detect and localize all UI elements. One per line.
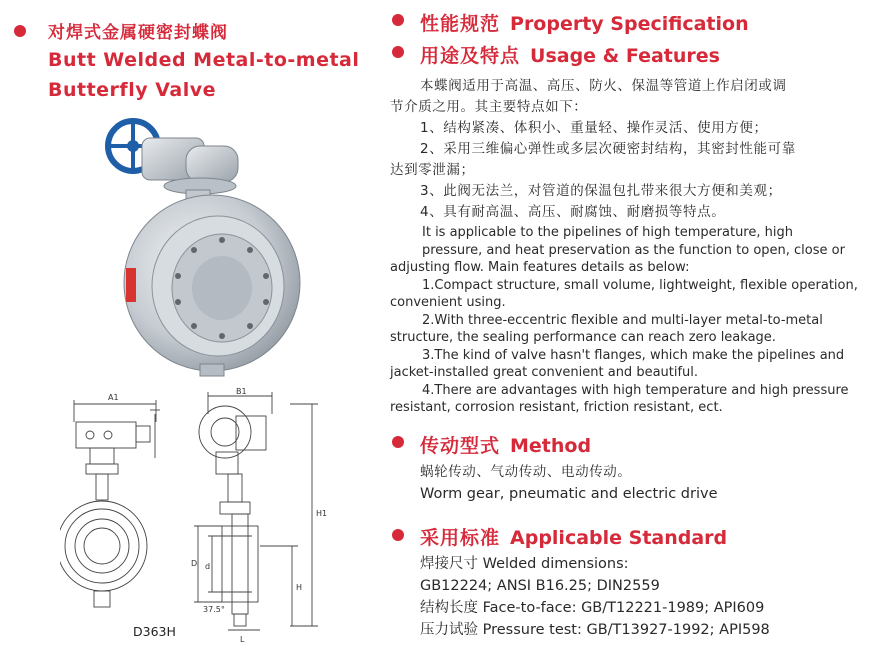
usage-cn-line: 本蝶阀适用于高温、高压、防火、保温等管道上作启闭或调 [420,78,787,94]
property-heading-en: Property Specification [510,13,749,35]
usage-heading-cn: 用途及特点 [420,45,521,67]
standard-heading [420,523,727,550]
usage-cn-paragraph [390,76,850,223]
method-heading [420,431,591,458]
standard-line: 压力试验 Pressure test: GB/T13927-1992; API598 [420,622,770,638]
product-title-en [48,45,359,105]
usage-bullet-icon [392,46,404,58]
dim-h-label: H [296,583,303,592]
standard-line: GB12224; ANSI B16.25; DIN2559 [420,578,660,594]
standard-line: 结构长度 Face-to-face: GB/T12221-1989; API609 [420,600,765,616]
standard-heading-en: Applicable Standard [510,527,728,549]
standard-line: 焊接尺寸 Welded dimensions: [420,556,629,572]
dim-b1-label: B1 [236,387,247,396]
usage-cn-line: 3、此阀无法兰，对管道的保温包扎带来很大方便和美观； [420,183,782,199]
usage-en-line: 1.Compact structure, small volume, lightweight, flexible operation, [422,277,858,293]
title-bullet-icon [14,25,26,37]
usage-en-line: convenient using. [390,295,506,310]
dim-l-label: L [240,635,245,644]
usage-en-line: jacket-installed great convenient and beautiful. [390,365,699,380]
standard-heading-cn: 采用标准 [420,527,501,549]
standard-bullet-icon [392,529,404,541]
usage-cn-line: 2、采用三维偏心弹性或多层次硬密封结构，其密封性能可靠 [420,141,796,157]
usage-en-line: resistant, corrosion resistant, friction resistant, ect. [390,400,723,415]
dim-d-lower-label: d [205,562,211,571]
usage-cn-line: 节介质之用。其主要特点如下： [390,99,588,115]
property-bullet-icon [392,14,404,26]
property-heading [420,9,749,36]
usage-en-line: pressure, and heat preservation as the function to open, close or [422,242,845,258]
usage-en-line: structure, the sealing performance can reach zero leakage. [390,330,776,345]
method-line-en: Worm gear, pneumatic and electric drive [420,486,718,502]
usage-heading [420,41,720,68]
method-heading-cn: 传动型式 [420,435,501,457]
product-title-en-line2: Butterfly Valve [48,79,216,101]
property-heading-cn: 性能规范 [420,13,501,35]
dimension-drawing [60,386,335,651]
method-line-cn: 蜗轮传动、气动传动、电动传动。 [420,464,632,480]
usage-en-line: 3.The kind of valve hasn't flanges, which make the pipelines and [422,347,845,363]
product-title-cn: 对焊式金属硬密封蝶阀 [48,23,228,43]
usage-en-line: It is applicable to the pipelines of high temperature, high [422,225,793,240]
model-label: D363H [133,624,176,639]
dim-d-upper-label: D [191,559,198,568]
angle-label: 37.5° [203,605,225,614]
dim-a1-label: A1 [108,393,119,402]
method-bullet-icon [392,436,404,448]
usage-heading-en: Usage & Features [530,45,720,67]
usage-en-line: 4.There are advantages with high temperature and high pressure [422,382,849,398]
usage-cn-line: 4、具有耐高温、高压、耐腐蚀、耐磨损等特点。 [420,204,726,220]
valve-photo [100,108,335,378]
usage-cn-line: 达到零泄漏； [390,162,475,178]
dim-h1-label: H1 [316,509,328,518]
usage-en-line: adjusting flow. Main features details as below: [390,260,690,275]
usage-cn-line: 1、结构紧凑、体积小、重量轻、操作灵活、使用方便； [420,120,768,136]
usage-en-line: 2.With three-eccentric flexible and multi-layer metal-to-metal [422,312,823,328]
product-title-en-line1: Butt Welded Metal-to-metal [48,49,360,71]
usage-en-paragraph [390,224,858,417]
method-heading-en: Method [510,435,592,457]
